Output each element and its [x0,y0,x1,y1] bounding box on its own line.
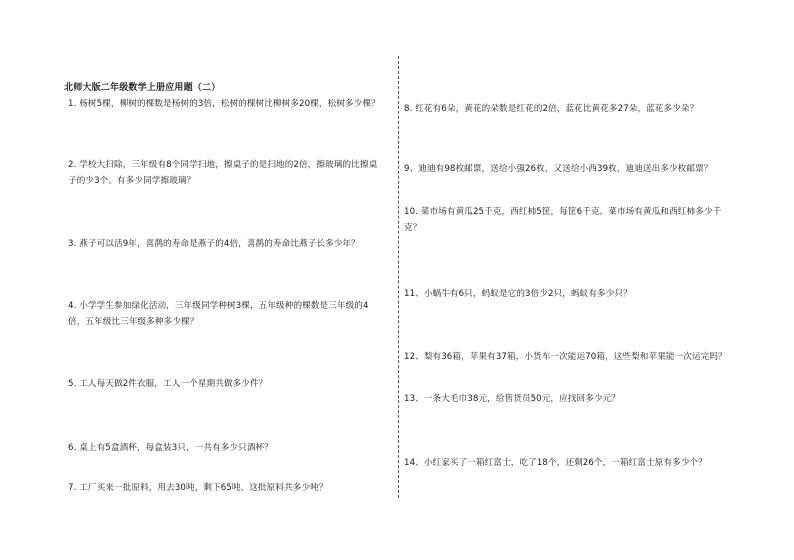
question-12: 12、梨有36箱，苹果有37箱，小货车一次能运70箱，这些梨和苹果能一次运完吗？ [404,352,727,362]
question-6: 6. 桌上有5盒酒杯，每盒装3只，一共有多少只酒杯？ [68,443,273,453]
question-13: 13、一条大毛巾38元，给售货员50元，应找回多少元？ [404,394,620,404]
question-14: 14、小红家买了一箱红富士，吃了18个，还剩26个，一箱红富士原有多少个？ [404,458,707,468]
page-title: 北师大版二年级数学上册应用题（二） [64,83,221,93]
question-5: 5. 工人每天做2件衣服，工人一个星期共做多少件？ [68,379,268,389]
question-7: 7. 工厂买来一批原料，用去30吨，剩下65吨，这批原料共多少吨？ [68,483,328,493]
question-2: 2. 学校大扫除，三年级有8个同学扫地，擦桌子的是扫地的2倍，擦玻璃的比擦桌子的少3个。有多少同学擦玻璃？ [68,160,378,186]
question-1: 1. 杨树5棵，柳树的棵数是杨树的3倍，松树的棵树比柳树多20棵，松树多少棵？ [68,99,380,109]
question-10: 10. 菜市场有黄瓜25千克，西红柿5筐，每筐6千克。菜市场有黄瓜和西红柿多少千克？ [404,207,722,233]
question-9: 9、迪迪有98枚邮票，送给小强26枚，又送给小西39枚，迪迪送出多少枚邮票？ [404,164,713,174]
question-8: 8. 红花有6朵，黄花的朵数是红花的2倍，蓝花比黄花多27朵，蓝花多少朵？ [404,104,699,114]
question-3: 3. 燕子可以活9年，喜鹊的寿命是燕子的4倍，喜鹊的寿命比燕子长多少年？ [68,239,360,249]
column-divider [398,56,399,498]
question-11: 11、小蜗牛有6只，蚂蚁是它的3倍少2只，蚂蚁有多少只？ [404,289,632,299]
question-4: 4. 小学学生参加绿化活动，三年级同学种树3棵，五年级种的棵数是三年级的4倍，五年级比三年级多种多少棵？ [68,301,369,327]
